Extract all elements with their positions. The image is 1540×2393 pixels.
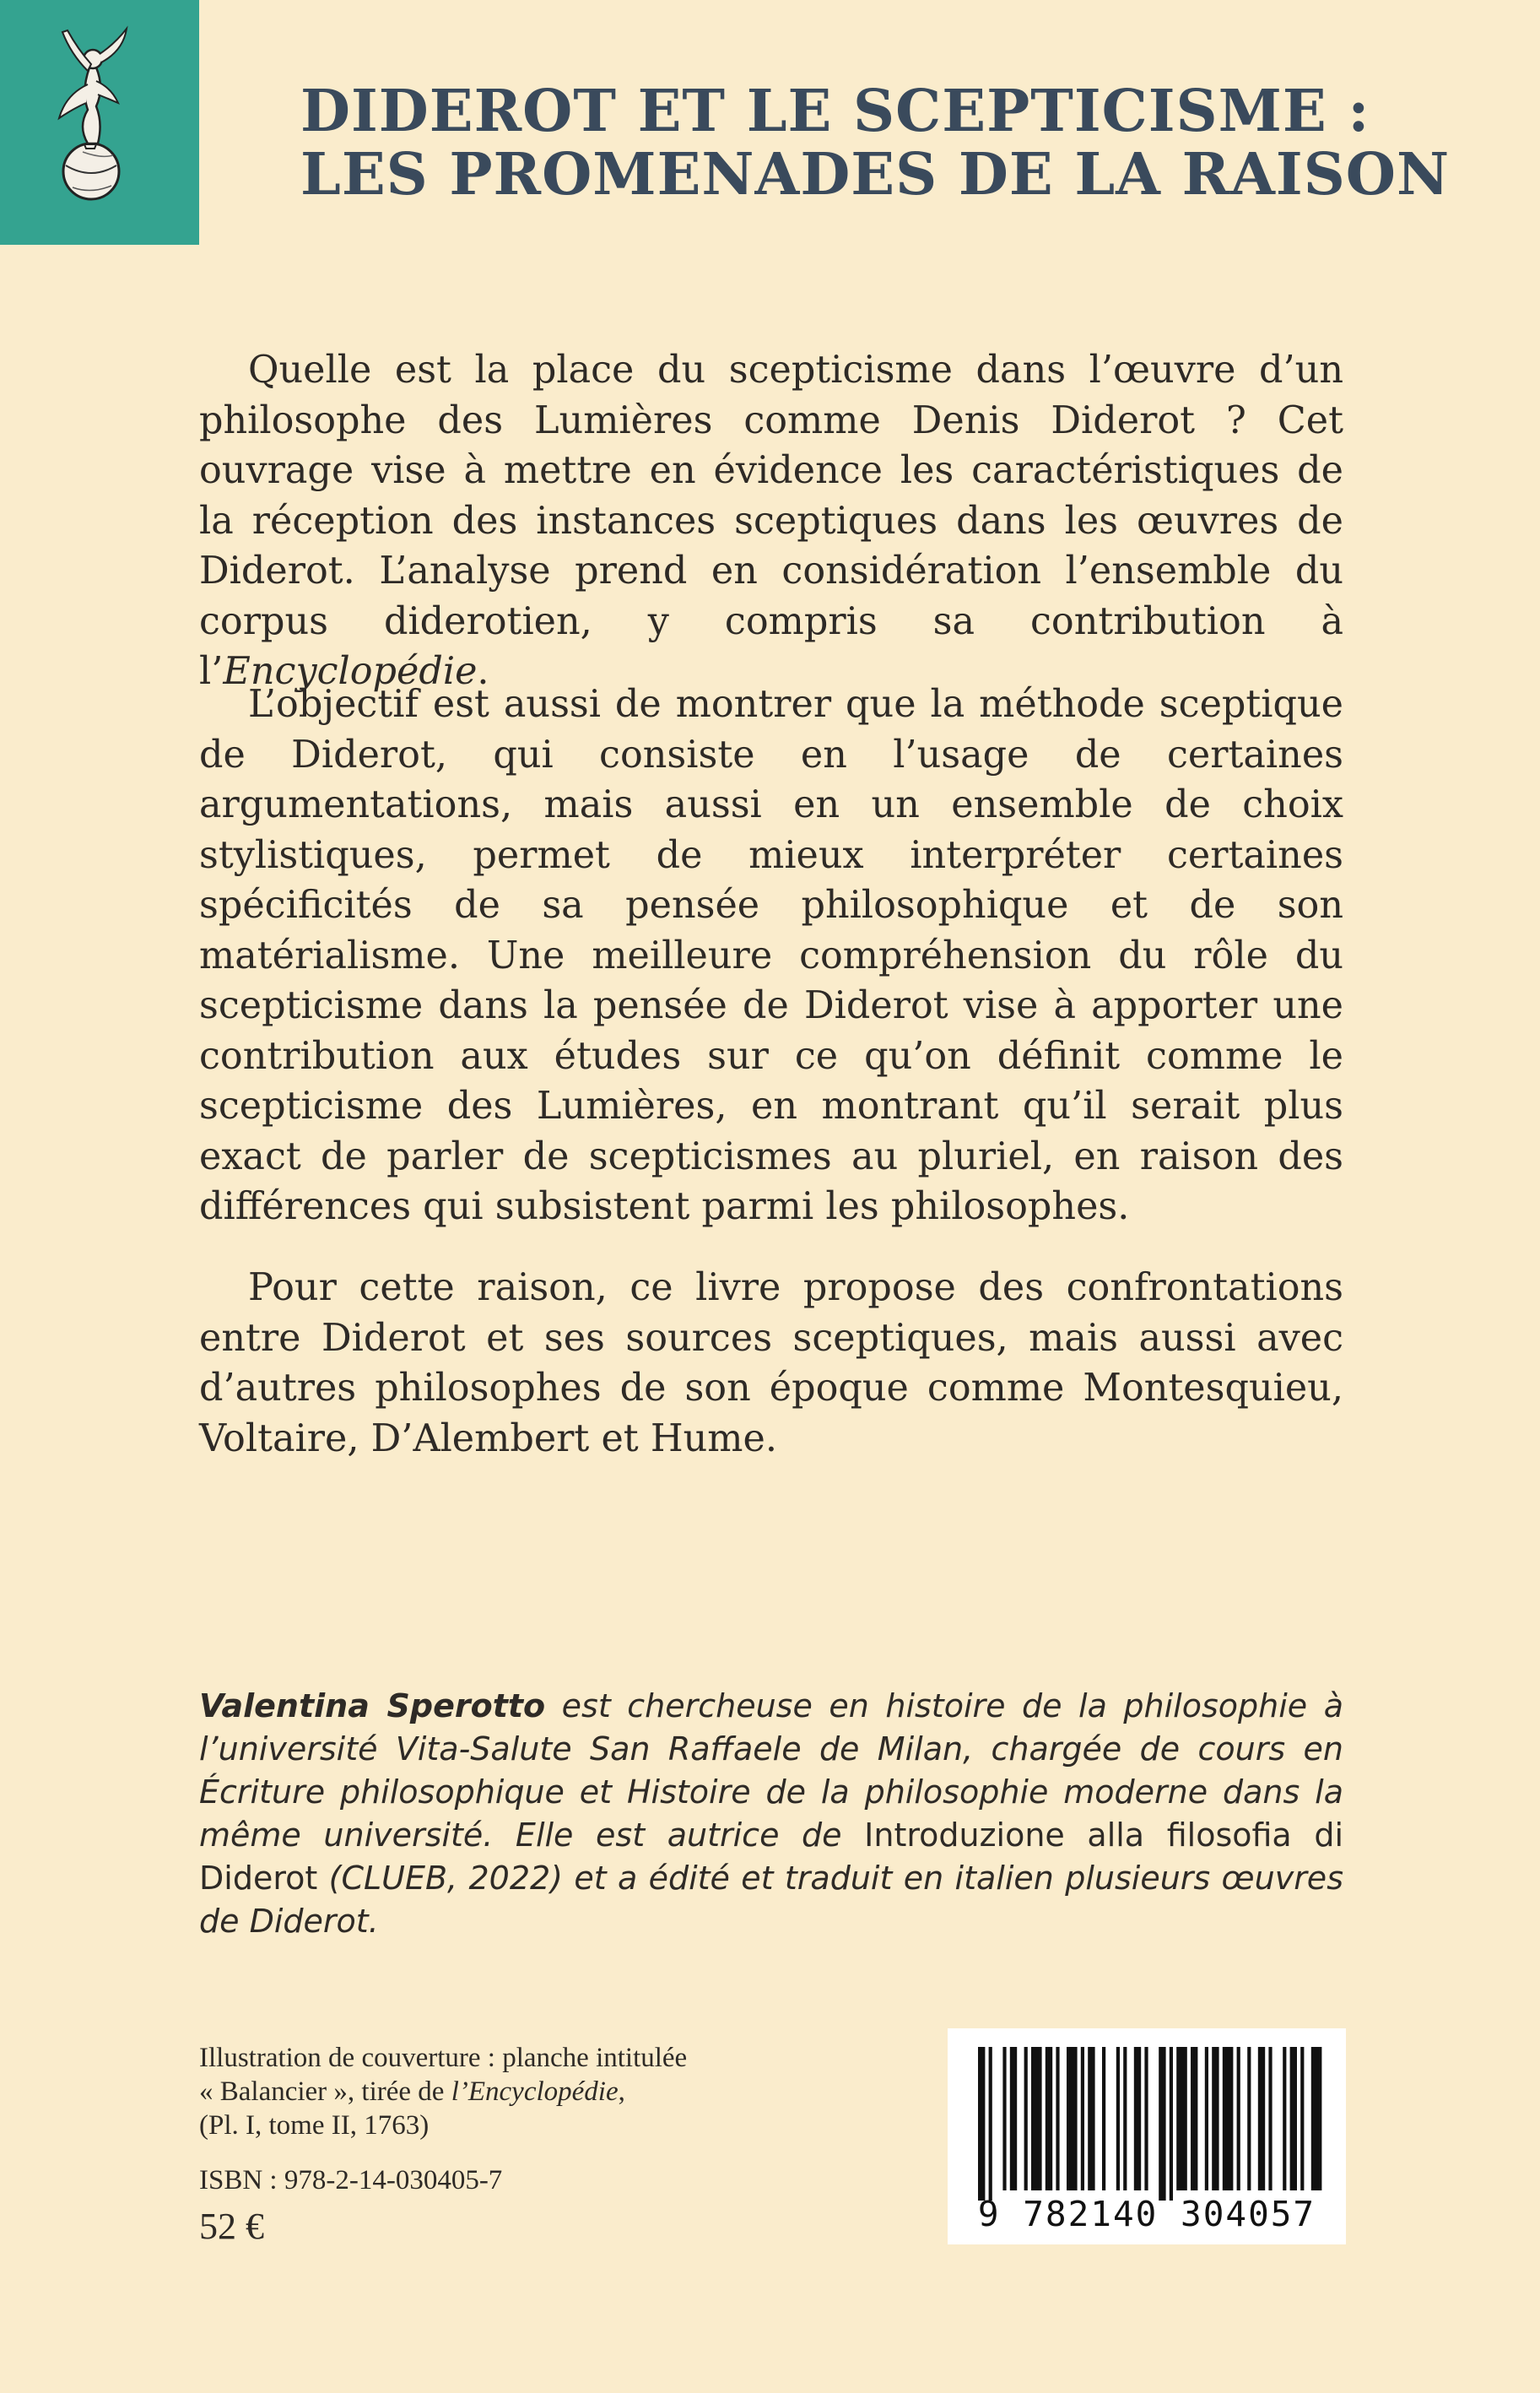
bio-text-1: est chercheuse en histoire de la philosophie à l’université Vita-Salute San Raffaele de Milan, chargée de cours en Écriture philosophique et Histoire de la philosophie moderne dans la même université. Elle est autrice de	[199, 1687, 1343, 1854]
author-name: Valentina Sperotto	[199, 1687, 546, 1724]
barcode-bar	[1144, 2047, 1148, 2190]
summary-p1-text: Quelle est la place du scepticisme dans l’œuvre d’un philosophe des Lumières comme Denis Diderot ? Cet ouvrage vise à mettre en évidence les caractéristiques de la réception des instances sceptiques dans les œuvres de Diderot. L’analyse prend en considération l’ensemble du corpus diderotien, y compris sa contribution à l’	[199, 349, 1343, 693]
barcode-bar	[1237, 2047, 1240, 2190]
price: 52 €	[199, 2206, 264, 2247]
barcode-bar	[1159, 2047, 1165, 2201]
summary-paragraph-3	[199, 1263, 1343, 1464]
barcode-bar	[1247, 2047, 1251, 2190]
barcode-bar	[989, 2047, 992, 2201]
illustration-credit	[199, 2041, 840, 2142]
figure-on-globe-emblem-icon	[0, 0, 199, 245]
barcode-bar	[1300, 2047, 1304, 2190]
barcode-digits: 9 782140 304057	[977, 2194, 1316, 2234]
barcode-bar	[1268, 2047, 1272, 2190]
credit-line-2-start: « Balancier », tirée de	[199, 2076, 451, 2107]
bio-book-title: Introduzione alla filosofia di Diderot	[199, 1816, 1343, 1897]
book-title	[300, 78, 1451, 208]
summary-paragraph-1	[199, 345, 1343, 697]
barcode-bar	[1102, 2047, 1105, 2190]
barcode-bar	[1223, 2047, 1234, 2190]
barcode-bar	[1176, 2047, 1187, 2190]
barcode-bar	[1081, 2047, 1084, 2190]
barcode-bar	[978, 2047, 985, 2201]
barcode-bar	[1123, 2047, 1127, 2190]
credit-line-3: (Pl. I, tome II, 1763)	[199, 2110, 430, 2141]
summary-p1-end: .	[477, 650, 489, 693]
summary-p2-text: L’objectif est aussi de montrer que la méthode sceptique de Diderot, qui consiste en l’usage de certaines argumentations, mais aussi en un ensemble de choix stylistiques, permet de mieux interpréter certaines spécificités de sa pensée philosophique et de son matérialisme. Une meilleure compréhension du rôle du scepticisme dans la pensée de Diderot vise à apporter une contribution aux études sur ce qu’on définit comme le scepticisme des Lumières, en montrant qu’il serait plus exact de parler de scepticismes au pluriel, en raison des différences qui subsistent parmi les philosophes.	[199, 683, 1343, 1228]
barcode-bar	[1290, 2047, 1297, 2190]
barcode-bar	[1046, 2047, 1052, 2190]
barcode-bar	[1205, 2047, 1208, 2190]
barcode	[948, 2028, 1346, 2244]
barcode-bar	[1212, 2047, 1218, 2190]
barcode-bar	[1010, 2047, 1017, 2190]
summary-p1-italic: Encyclopédie	[223, 650, 478, 693]
barcode-bar	[1258, 2047, 1265, 2190]
logo-block	[0, 0, 199, 245]
author-bio	[199, 1685, 1343, 1943]
bio-text-2: (CLUEB, 2022) et a édité et traduit en italien plusieurs œuvres de Diderot.	[199, 1860, 1343, 1940]
barcode-bar	[1191, 2047, 1197, 2190]
title-line-2: LES PROMENADES DE LA RAISON	[300, 140, 1451, 208]
barcode-bar	[1067, 2047, 1078, 2190]
summary-p3-text: Pour cette raison, ce livre propose des confrontations entre Diderot et ses sources sceptiques, mais aussi avec d’autres philosophes de son époque comme Montesquieu, Voltaire, D’Alembert et Hume.	[199, 1266, 1343, 1460]
isbn: ISBN : 978-2-14-030405-7	[199, 2165, 503, 2195]
barcode-bar	[1088, 2047, 1094, 2190]
barcode-bar	[1031, 2047, 1042, 2190]
summary-paragraph-2	[199, 679, 1343, 1232]
title-line-1: DIDEROT ET LE SCEPTICISME :	[300, 78, 1370, 145]
barcode-bar	[1134, 2047, 1141, 2190]
credit-line-2-end: ,	[618, 2076, 625, 2107]
barcode-bar	[1170, 2047, 1173, 2201]
credit-line-1: Illustration de couverture : planche intitulée	[199, 2043, 688, 2073]
credit-line-2	[199, 2075, 840, 2109]
barcode-bar	[1002, 2047, 1006, 2190]
barcode-bar	[1116, 2047, 1120, 2190]
credit-line-2-italic: l’Encyclopédie	[451, 2076, 619, 2107]
barcode-bar	[1311, 2047, 1322, 2190]
barcode-bar	[1024, 2047, 1028, 2190]
barcode-bar	[1283, 2047, 1286, 2190]
barcode-bar	[1056, 2047, 1059, 2190]
